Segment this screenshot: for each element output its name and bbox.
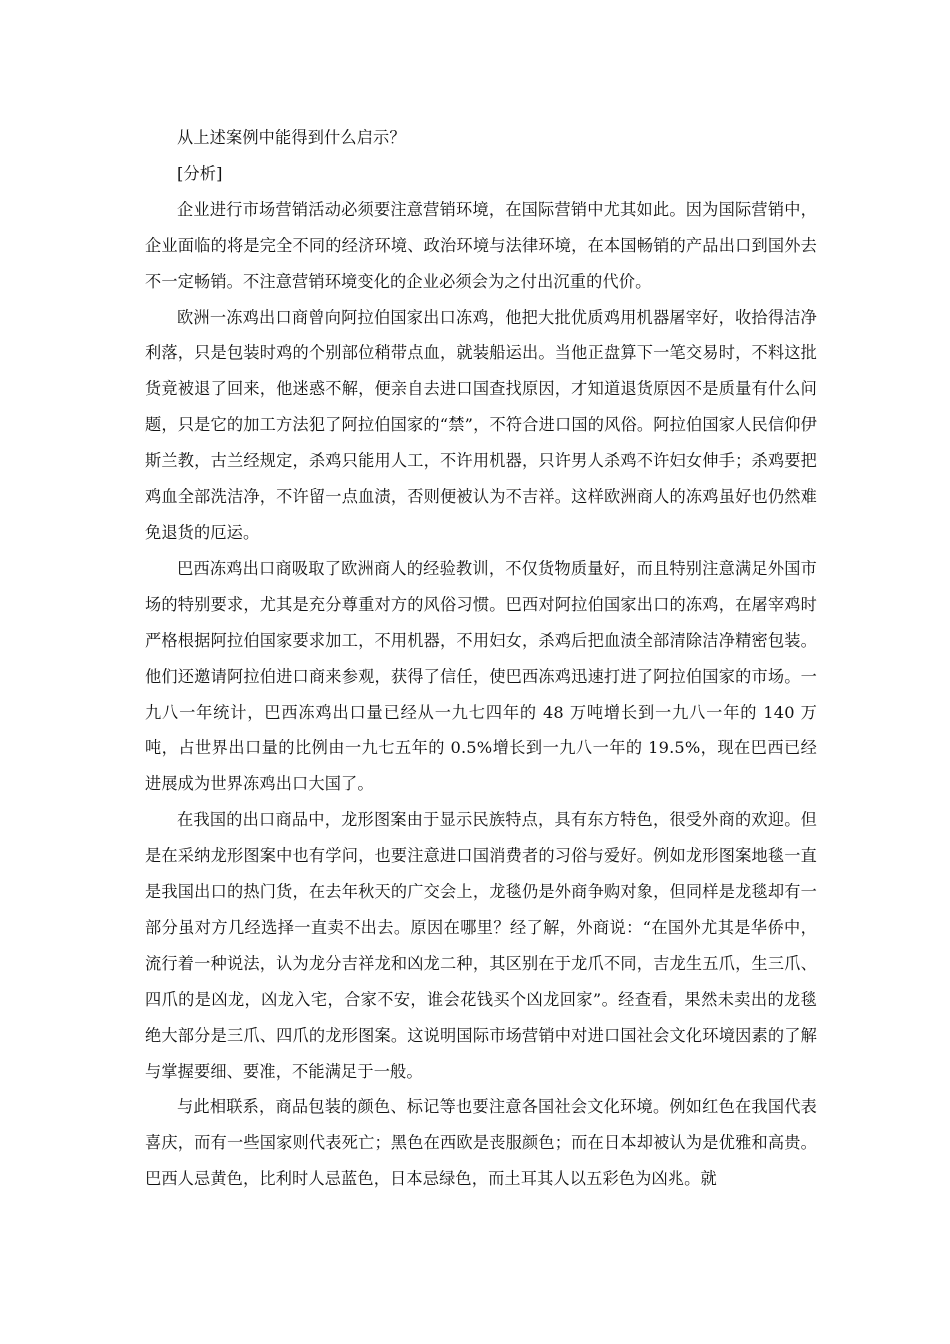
- paragraph-dragon-carpet: 在我国的出口商品中，龙形图案由于显示民族特点，具有东方特色，很受外商的欢迎。但是在采纳龙形图案中也有学问，也要注意进口国消费者的习俗与爱好。例如龙形图案地毯一直是我国出口的热门货，在去年秋天的广交会上，龙毯仍是外商争购对象，但同样是龙毯却有一部分虽对方几经选择一直卖不出去。原因在哪里？经了解，外商说：“在国外尤其是华侨中，流行着一种说法，认为龙分吉祥龙和凶龙二种，其区别在于龙爪不同，吉龙生五爪，生三爪、四爪的是凶龙，凶龙入宅，合家不安，谁会花钱买个凶龙回家”。经查看，果然未卖出的龙毯绝大部分是三爪、四爪的龙形图案。这说明国际市场营销中对进口国社会文化环境因素的了解与掌握要细、要准，不能满足于一般。: [145, 810, 817, 1081]
- body-text: [145, 120, 817, 1197]
- paragraph-marketing-environment: 企业进行市场营销活动必须要注意营销环境，在国际营销中尤其如此。因为国际营销中，企业面临的将是完全不同的经济环境、政治环境与法律环境，在本国畅销的产品出口到国外去不一定畅销。不注意营销环境变化的企业必须会为之付出沉重的代价。: [145, 199, 817, 291]
- paragraph-packaging-colors: 与此相联系，商品包装的颜色、标记等也要注意各国社会文化环境。例如红色在我国代表喜庆，而有一些国家则代表死亡；黑色在西欧是丧服颜色；而在日本却被认为是优雅和高贵。巴西人忌黄色，比利时人忌蓝色，日本忌绿色，而土耳其人以五彩色为凶兆。就: [145, 1097, 817, 1189]
- paragraph-european-frozen-chicken: 欧洲一冻鸡出口商曾向阿拉伯国家出口冻鸡，他把大批优质鸡用机器屠宰好，收拾得洁净利落，只是包装时鸡的个别部位稍带点血，就装船运出。当他正盘算下一笔交易时，不料这批货竟被退了回来，他迷惑不解，便亲自去进口国查找原因，才知道退货原因不是质量有什么问题，只是它的加工方法犯了阿拉伯国家的“禁”，不符合进口国的风俗。阿拉伯国家人民信仰伊斯兰教，古兰经规定，杀鸡只能用人工，不许用机器，只许男人杀鸡不许妇女伸手；杀鸡要把鸡血全部洗洁净，不许留一点血渍，否则便被认为不吉祥。这样欧洲商人的冻鸡虽好也仍然难免退货的厄运。: [145, 307, 817, 542]
- analysis-heading: [分析]: [177, 163, 223, 183]
- paragraph-brazil-frozen-chicken: 巴西冻鸡出口商吸取了欧洲商人的经验教训，不仅货物质量好，而且特别注意满足外国市场的特别要求，尤其是充分尊重对方的风俗习惯。巴西对阿拉伯国家出口的冻鸡，在屠宰鸡时严格根据阿拉伯国家要求加工，不用机器，不用妇女，杀鸡后把血渍全部清除洁净精密包装。他们还邀请阿拉伯进口商来参观，获得了信任，使巴西冻鸡迅速打进了阿拉伯国家的市场。一九八一年统计，巴西冻鸡出口量已经从一九七四年的 48 万吨增长到一九八一年的 140 万吨，占世界出口量的比例由一九七五年的 0.5%增长到一九八一年的 19.5%，现在巴西已经进展成为世界冻鸡出口大国了。: [145, 558, 817, 794]
- question-paragraph: 从上述案例中能得到什么启示？: [177, 128, 406, 147]
